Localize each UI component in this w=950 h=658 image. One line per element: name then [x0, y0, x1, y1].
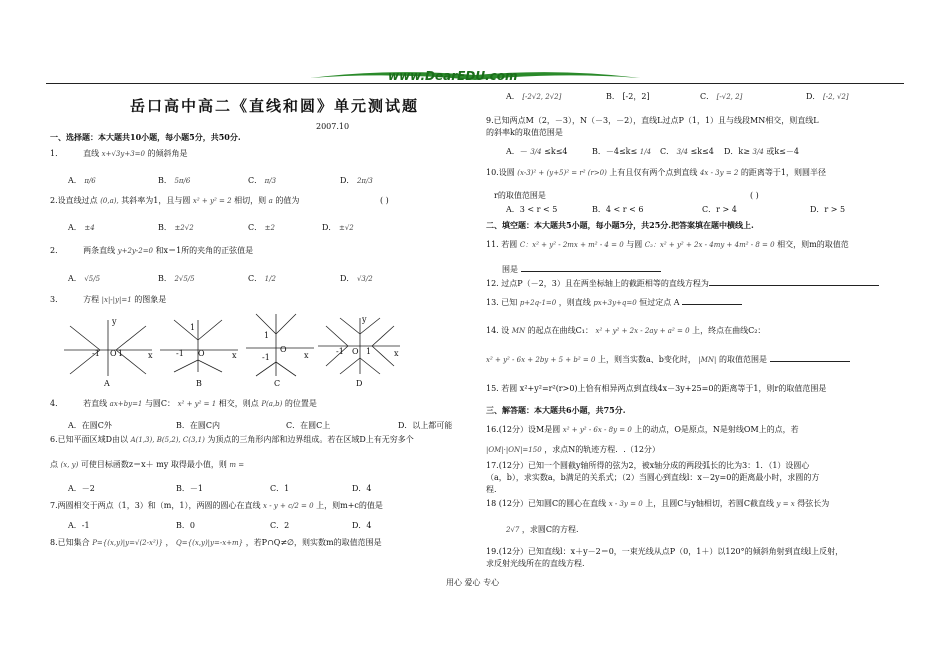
graph-a-x: x: [148, 351, 153, 360]
site-logo[interactable]: www.DearEDU.com: [388, 69, 518, 83]
q10-option-c[interactable]: C．r > 4: [702, 205, 737, 214]
q18-stem: 18 (12分）已知圆C的圆心在直线 x - 3y = 0 上，且圆C与y轴相切，若圆C截直线 y = x 得弦长为: [486, 499, 830, 508]
q2-option-a[interactable]: A． ±4: [68, 223, 95, 232]
q2-option-d[interactable]: D． ±√2: [322, 223, 354, 232]
q9-option-d[interactable]: D．k≥ 3/4 或k≤－4: [724, 147, 799, 156]
q10-stem: 10.设圆 (x-3)² + (y+5)² = r² (r>0) 上有且仅有两个点到直线 4x - 3y = 2 的距离等于1，则圆半径: [486, 168, 827, 177]
page-title: 岳口高中高二《直线和圆》单元测试题: [130, 97, 420, 115]
q7-option-a[interactable]: A．-1: [68, 521, 90, 530]
exam-date: 2007.10: [316, 122, 350, 131]
q3-option-a[interactable]: A． √5/5: [68, 274, 101, 283]
graph-d-label: D: [356, 379, 363, 388]
graph-b[interactable]: [160, 318, 240, 374]
q14-answer-blank[interactable]: [770, 352, 850, 362]
graph-b-label: B: [196, 379, 202, 388]
graph-a-y: y: [112, 317, 117, 326]
q10-option-d[interactable]: D．r > 5: [810, 205, 846, 214]
graph-c-one: 1: [264, 331, 270, 340]
q11-answer-blank[interactable]: [521, 262, 661, 272]
q19-line2: 求反射光线所在的直线方程.: [486, 559, 585, 568]
graph-d-one: 1: [366, 347, 372, 356]
q7-option-b[interactable]: B．0: [176, 521, 195, 530]
q11-stem: 11. 若圆 C：x² + y² - 2mx + m² - 4 = 0 与圆 C₂：x² + y² + 2x - 4my + 4m² - 8 = 0 相交，则m的取值范: [486, 240, 849, 249]
graph-b-neg1: -1: [176, 349, 184, 358]
graph-d[interactable]: [318, 316, 402, 376]
q1-stem: 1． 直线 x+√3y+3=0 的倾斜角是: [50, 149, 188, 158]
q3-option-c[interactable]: C． 1/2: [248, 274, 276, 283]
q19-line1: 19.(12分）已知直线l：x＋y－2＝0，一束光线从点P（0，1＋）以120°的倾斜角射到直线l上反射，: [486, 547, 844, 556]
q5-stem: 4． 若直线 ax+by=1 与圆C： x² + y² = 1 相交，则点 P(a,b) 的位置是: [50, 399, 317, 408]
q15-stem: 15. 若圆 x²+y²=r²(r>0)上恰有相异两点到直线4x－3y+25=0的距离等于1，则r的取值范围是: [486, 384, 827, 393]
q13-stem: 13. 已知 p+2q-1=0 ，则直线 px+3y+q=0 恒过定点 A: [486, 295, 742, 309]
graph-c-x: x: [304, 351, 309, 360]
q11-line2: 围是: [502, 262, 661, 275]
q4-stem: 3． 方程 |x|-|y|=1 的图象是: [50, 295, 167, 304]
graph-a[interactable]: [64, 318, 154, 378]
section-3-heading: 三、解答题：本大题共6小题，共75分.: [486, 405, 626, 415]
q5-option-a[interactable]: A．在圆C外: [68, 421, 112, 430]
q6-stem: 6.已知平面区域D由以 A(1,3), B(5,2), C(3,1) 为顶点的三角形内部和边界组成。若在区域D上有无穷多个: [50, 435, 414, 444]
graph-a-one: 1: [118, 349, 124, 358]
q3-stem: 2． 两条直线 y+2y-2=0 和x＝1所的夹角的正弦值是: [50, 246, 254, 255]
q9-stem-line2: 的斜率k的取值范围是: [486, 128, 563, 137]
q1-option-c[interactable]: C． π/3: [248, 176, 277, 185]
q2-option-b[interactable]: B． ±2√2: [158, 223, 194, 232]
q6-option-d[interactable]: D．4: [352, 484, 372, 493]
q6-stem-line2: 点 (x, y) 可使目标函数z＝x＋ my 取得最小值，则 m =: [50, 460, 245, 469]
q14-line2: x² + y² - 6x + 2by + 5 + b² = 0 上，则当实数a、b变化时， |MN| 的取值范围是: [486, 352, 850, 366]
graph-c-origin: O: [280, 345, 287, 354]
graph-c-label: C: [274, 379, 281, 388]
section-2-heading: 二、填空题：本大题共5小题，每小题5分，共25分.把答案填在题中横线上.: [486, 220, 754, 230]
q8-option-b[interactable]: B． [-2，2]: [606, 92, 650, 101]
q5-option-c[interactable]: C．在圆C上: [286, 421, 331, 430]
q8-stem: 8.已知集合 P={(x,y)|y=√(2-x²)} ， Q={(x,y)|y=-x+m} ，若P∩Q≠∅，则实数m的取值范围是: [50, 538, 382, 547]
q16-stem: 16.(12分）设M是圆 x² + y² - 6x - 8y = 0 上的动点，O是原点，N是射线OM上的点，若: [486, 425, 799, 434]
page-footer: 用心 爱心 专心: [446, 578, 500, 587]
graph-b-x: x: [232, 351, 237, 360]
q1-option-b[interactable]: B． 5π/6: [158, 176, 191, 185]
q2-stem: 2.设直线过点 (0,a), 其斜率为1，且与圆 x² + y² = 2 相切，则 a 的值为: [50, 196, 300, 205]
q14-stem: 14. 设 MN 的起点在曲线C₁： x² + y² + 2x - 2ay + a² = 0 上，终点在曲线C₂：: [486, 326, 766, 335]
graph-b-origin: O: [198, 349, 205, 358]
graph-c-neg1: -1: [262, 353, 270, 362]
graph-d-neg1: -1: [336, 347, 344, 356]
q17-line1: 17.(12分）已知一个圆截y轴所得的弦为2，被x轴分成的两段弧长的比为3：1．（1）设圆心: [486, 461, 810, 470]
q1-option-d[interactable]: D． 2π/3: [340, 176, 373, 185]
q12-stem: 12. 过点P（－2，3）且在两坐标轴上的截距相等的直线方程为: [486, 276, 879, 289]
graph-a-origin: O: [110, 349, 117, 358]
q18-line2: 2√7 ，求圆C的方程.: [506, 525, 579, 534]
q3-option-d[interactable]: D． √3/2: [340, 274, 373, 283]
section-1-heading: 一、选择题：本大题共10小题，每小题5分，共50分.: [50, 132, 241, 142]
q2-option-c[interactable]: C． ±2: [248, 223, 275, 232]
q7-stem: 7.两圆相交于两点（1，3）和（m，1），两圆的圆心在直线 x - y + c/2 = 0 上，则m+c的值是: [50, 501, 383, 510]
q1-option-a[interactable]: A． π/6: [68, 176, 96, 185]
q16-line2: |OM|·|ON|=150 ，求点N的轨迹方程．.（12分）: [486, 445, 660, 454]
q10-option-a[interactable]: A．3 < r < 5: [506, 205, 558, 214]
q7-option-d[interactable]: D．4: [352, 521, 372, 530]
q9-option-a[interactable]: A．－ 3/4 ≤k≤4: [506, 147, 568, 156]
graph-d-x: x: [394, 349, 399, 358]
q10-option-b[interactable]: B．4 < r < 6: [592, 205, 644, 214]
q7-option-c[interactable]: C．2: [270, 521, 290, 530]
graph-a-neg1: -1: [92, 349, 100, 358]
q8-option-d[interactable]: D． [-2, √2]: [806, 92, 849, 101]
q9-option-c[interactable]: C． 3/4 ≤k≤4: [660, 147, 714, 156]
graph-b-one: 1: [190, 323, 196, 332]
q6-option-b[interactable]: B．－1: [176, 484, 203, 493]
q9-option-b[interactable]: B．－4≤k≤ 1/4: [592, 147, 652, 156]
q9-stem: 9.已知两点M（2，－3），N（－3，－2），直线L过点P（1，1）且与线段MN相交，则直线L: [486, 116, 819, 125]
graph-a-label: A: [104, 379, 110, 388]
q10-stem-line2: r的取值范围是: [494, 191, 546, 200]
q12-answer-blank[interactable]: [709, 276, 879, 286]
q5-option-d[interactable]: D．以上都可能: [398, 421, 453, 430]
graph-d-y: y: [362, 315, 367, 324]
q5-option-b[interactable]: B．在圆C内: [176, 421, 220, 430]
q17-line3: 程.: [486, 485, 497, 494]
q6-option-c[interactable]: C．1: [270, 484, 290, 493]
q2-answer-paren: ( ): [380, 196, 389, 205]
q13-answer-blank[interactable]: [682, 295, 742, 305]
q6-option-a[interactable]: A．－2: [68, 484, 95, 493]
q10-answer-paren: ( ): [750, 191, 759, 200]
graph-d-origin: O: [352, 347, 359, 356]
q3-option-b[interactable]: B． 2√5/5: [158, 274, 195, 283]
q17-line2: （a，b），求实数a，b满足的关系式；（2）当圆心到直线l：x－2y=0的距离最小时，求圆的方: [486, 473, 820, 482]
q8-option-c[interactable]: C． [-√2, 2]: [700, 92, 743, 101]
q8-option-a[interactable]: A． [-2√2, 2√2]: [506, 92, 562, 101]
